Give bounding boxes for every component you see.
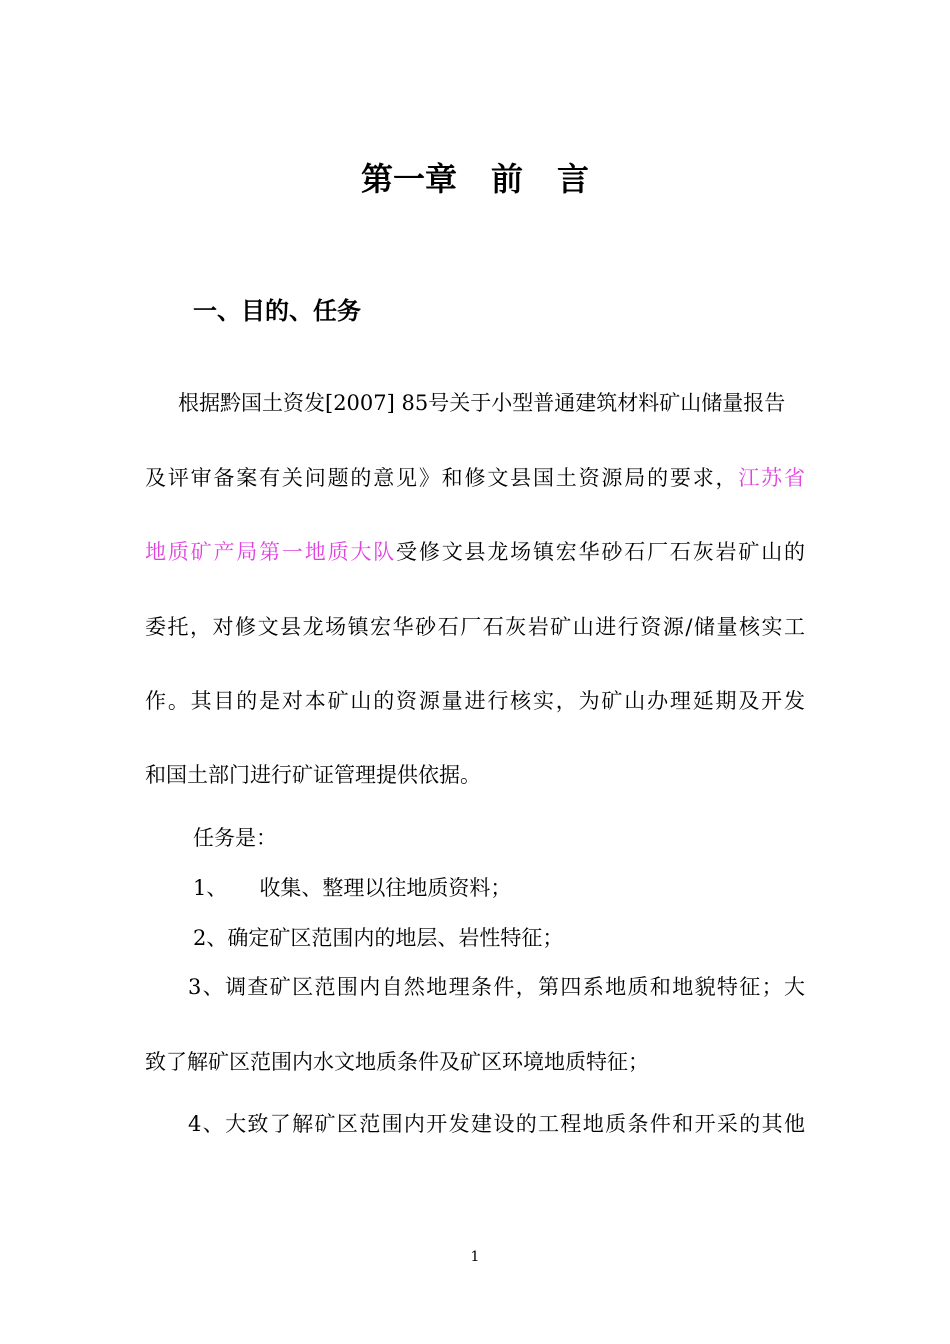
chapter-title-word-2: 言 [557,160,590,198]
tasks-intro: 任务是： [193,826,277,850]
task-item-3-line-2: 致了解矿区范围内水文地质条件及矿区环境地质特征； [145,1050,649,1074]
task-item-2: 2、确定矿区范围内的地层、岩性特征； [193,926,564,950]
highlighted-organization-part-2: 地质矿产局第一地质大队 [145,540,397,564]
task-item-1-number: 1、 [193,876,228,900]
task-item-1 [193,873,511,903]
paragraph-line-3 [145,537,805,567]
page-number: 1 [470,1249,480,1265]
highlighted-organization-part-1: 江苏省 [738,466,806,490]
chapter-title-word-1: 前 [490,160,523,198]
paragraph-line-4: 委托，对修文县龙场镇宏华砂石厂石灰岩矿山进行资源/储量核实工 [145,615,805,639]
paragraph-line-3-text: 受修文县龙场镇宏华砂石厂石灰岩矿山的 [396,540,806,564]
section-heading: 一、目的、任务 [193,296,361,325]
task-item-4-line-1: 4、大致了解矿区范围内开发建设的工程地质条件和开采的其他 [188,1112,805,1136]
chapter-number-label: 第一章 [360,160,457,198]
chapter-title [0,157,950,201]
paragraph-line-2 [145,463,805,493]
paragraph-line-5: 作。其目的是对本矿山的资源量进行核实，为矿山办理延期及开发 [145,689,805,713]
task-item-1-text: 收集、整理以往地质资料； [259,876,512,900]
paragraph-line-1: 根据黔国土资发[2007] 85号关于小型普通建筑材料矿山储量报告 [178,391,786,415]
paragraph-line-6: 和国土部门进行矿证管理提供依据。 [145,763,481,787]
paragraph-line-2-text: 及评审备案有关问题的意见》和修文县国土资源局的要求， [145,466,739,490]
task-item-3-line-1: 3、调查矿区范围内自然地理条件，第四系地质和地貌特征；大 [188,975,805,999]
